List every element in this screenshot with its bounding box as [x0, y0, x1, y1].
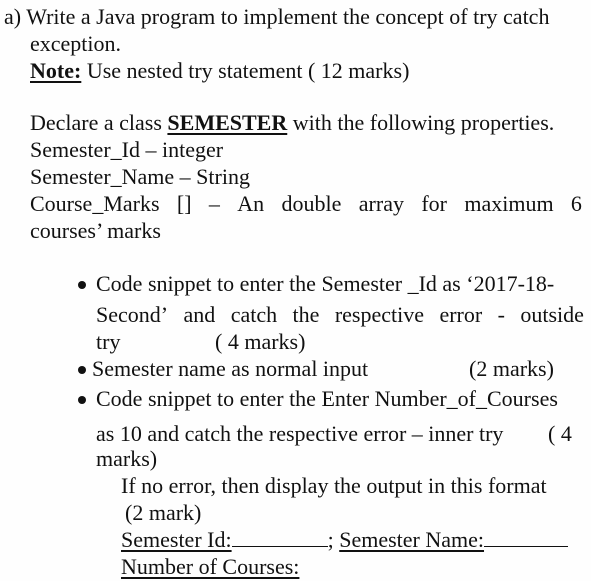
question-line-1: [4, 4, 549, 30]
output-marks: (2 mark): [125, 500, 202, 525]
property-semester-id: Semester_Id – integer: [30, 137, 224, 162]
property-semester-name: Semester_Name – String: [30, 164, 250, 189]
word: –: [208, 191, 220, 216]
word: catch: [230, 302, 278, 327]
word: array: [358, 191, 404, 216]
word: the: [292, 302, 320, 327]
note-label: Note:: [30, 58, 82, 83]
word: outside: [520, 302, 584, 327]
bullet-1-marks: ( 4 marks): [215, 329, 306, 354]
output-format-line-1: [121, 527, 568, 553]
question-line-2: exception.: [30, 31, 122, 56]
property-course-marks: [30, 191, 582, 217]
word: respective: [334, 302, 425, 327]
output-instruction: If no error, then display the output in this format: [121, 473, 547, 498]
bullet-3-line-1: Code snippet to enter the Enter Number_of_Courses: [96, 386, 558, 411]
word: double: [281, 191, 342, 216]
word: for: [421, 191, 447, 216]
word: and: [183, 302, 216, 327]
bullet-2-text: Semester name as normal input: [92, 356, 369, 381]
separator: ;: [327, 527, 334, 552]
number-of-courses-label: Number of Courses:: [121, 554, 300, 579]
word: []: [176, 191, 192, 216]
word: maximum: [464, 191, 554, 216]
word: Course_Marks: [30, 191, 160, 216]
bullet-icon: [78, 366, 86, 374]
bullet-icon: [78, 396, 86, 404]
bullet-icon: [78, 281, 86, 289]
note-line: [30, 58, 409, 84]
bullet-3-line-2: as 10 and catch the respective error – inner try: [96, 421, 504, 446]
class-intro-before: Declare a class: [30, 110, 162, 135]
question-text: Write a Java program to implement the concept of try catch: [26, 4, 550, 29]
property-course-marks-cont: courses’ marks: [30, 218, 161, 243]
semester-id-blank: [232, 528, 328, 547]
class-intro: [30, 110, 554, 136]
question-label: a): [4, 4, 22, 29]
note-text: Use nested try statement ( 12 marks): [86, 58, 410, 83]
class-name: SEMESTER: [167, 110, 288, 135]
bullet-2-marks: (2 marks): [469, 356, 554, 381]
bullet-1-line-1: Code snippet to enter the Semester _Id as ‘2017-18-: [96, 271, 555, 296]
bullet-1-line-2: [96, 302, 584, 328]
semester-name-blank: [484, 528, 568, 547]
word: -: [497, 302, 505, 327]
output-format-line-2: [121, 554, 299, 580]
word: 6: [570, 191, 582, 216]
class-intro-after: with the following properties.: [292, 110, 555, 135]
word: error: [439, 302, 483, 327]
semester-name-label: Semester Name:: [339, 527, 485, 552]
word: An: [237, 191, 265, 216]
bullet-3-marks: ( 4: [548, 421, 572, 446]
semester-id-label: Semester Id:: [121, 527, 232, 552]
bullet-1-line-3-left: try: [96, 329, 121, 354]
word: Second’: [96, 302, 169, 327]
bullet-3-line-3: marks): [96, 446, 158, 471]
